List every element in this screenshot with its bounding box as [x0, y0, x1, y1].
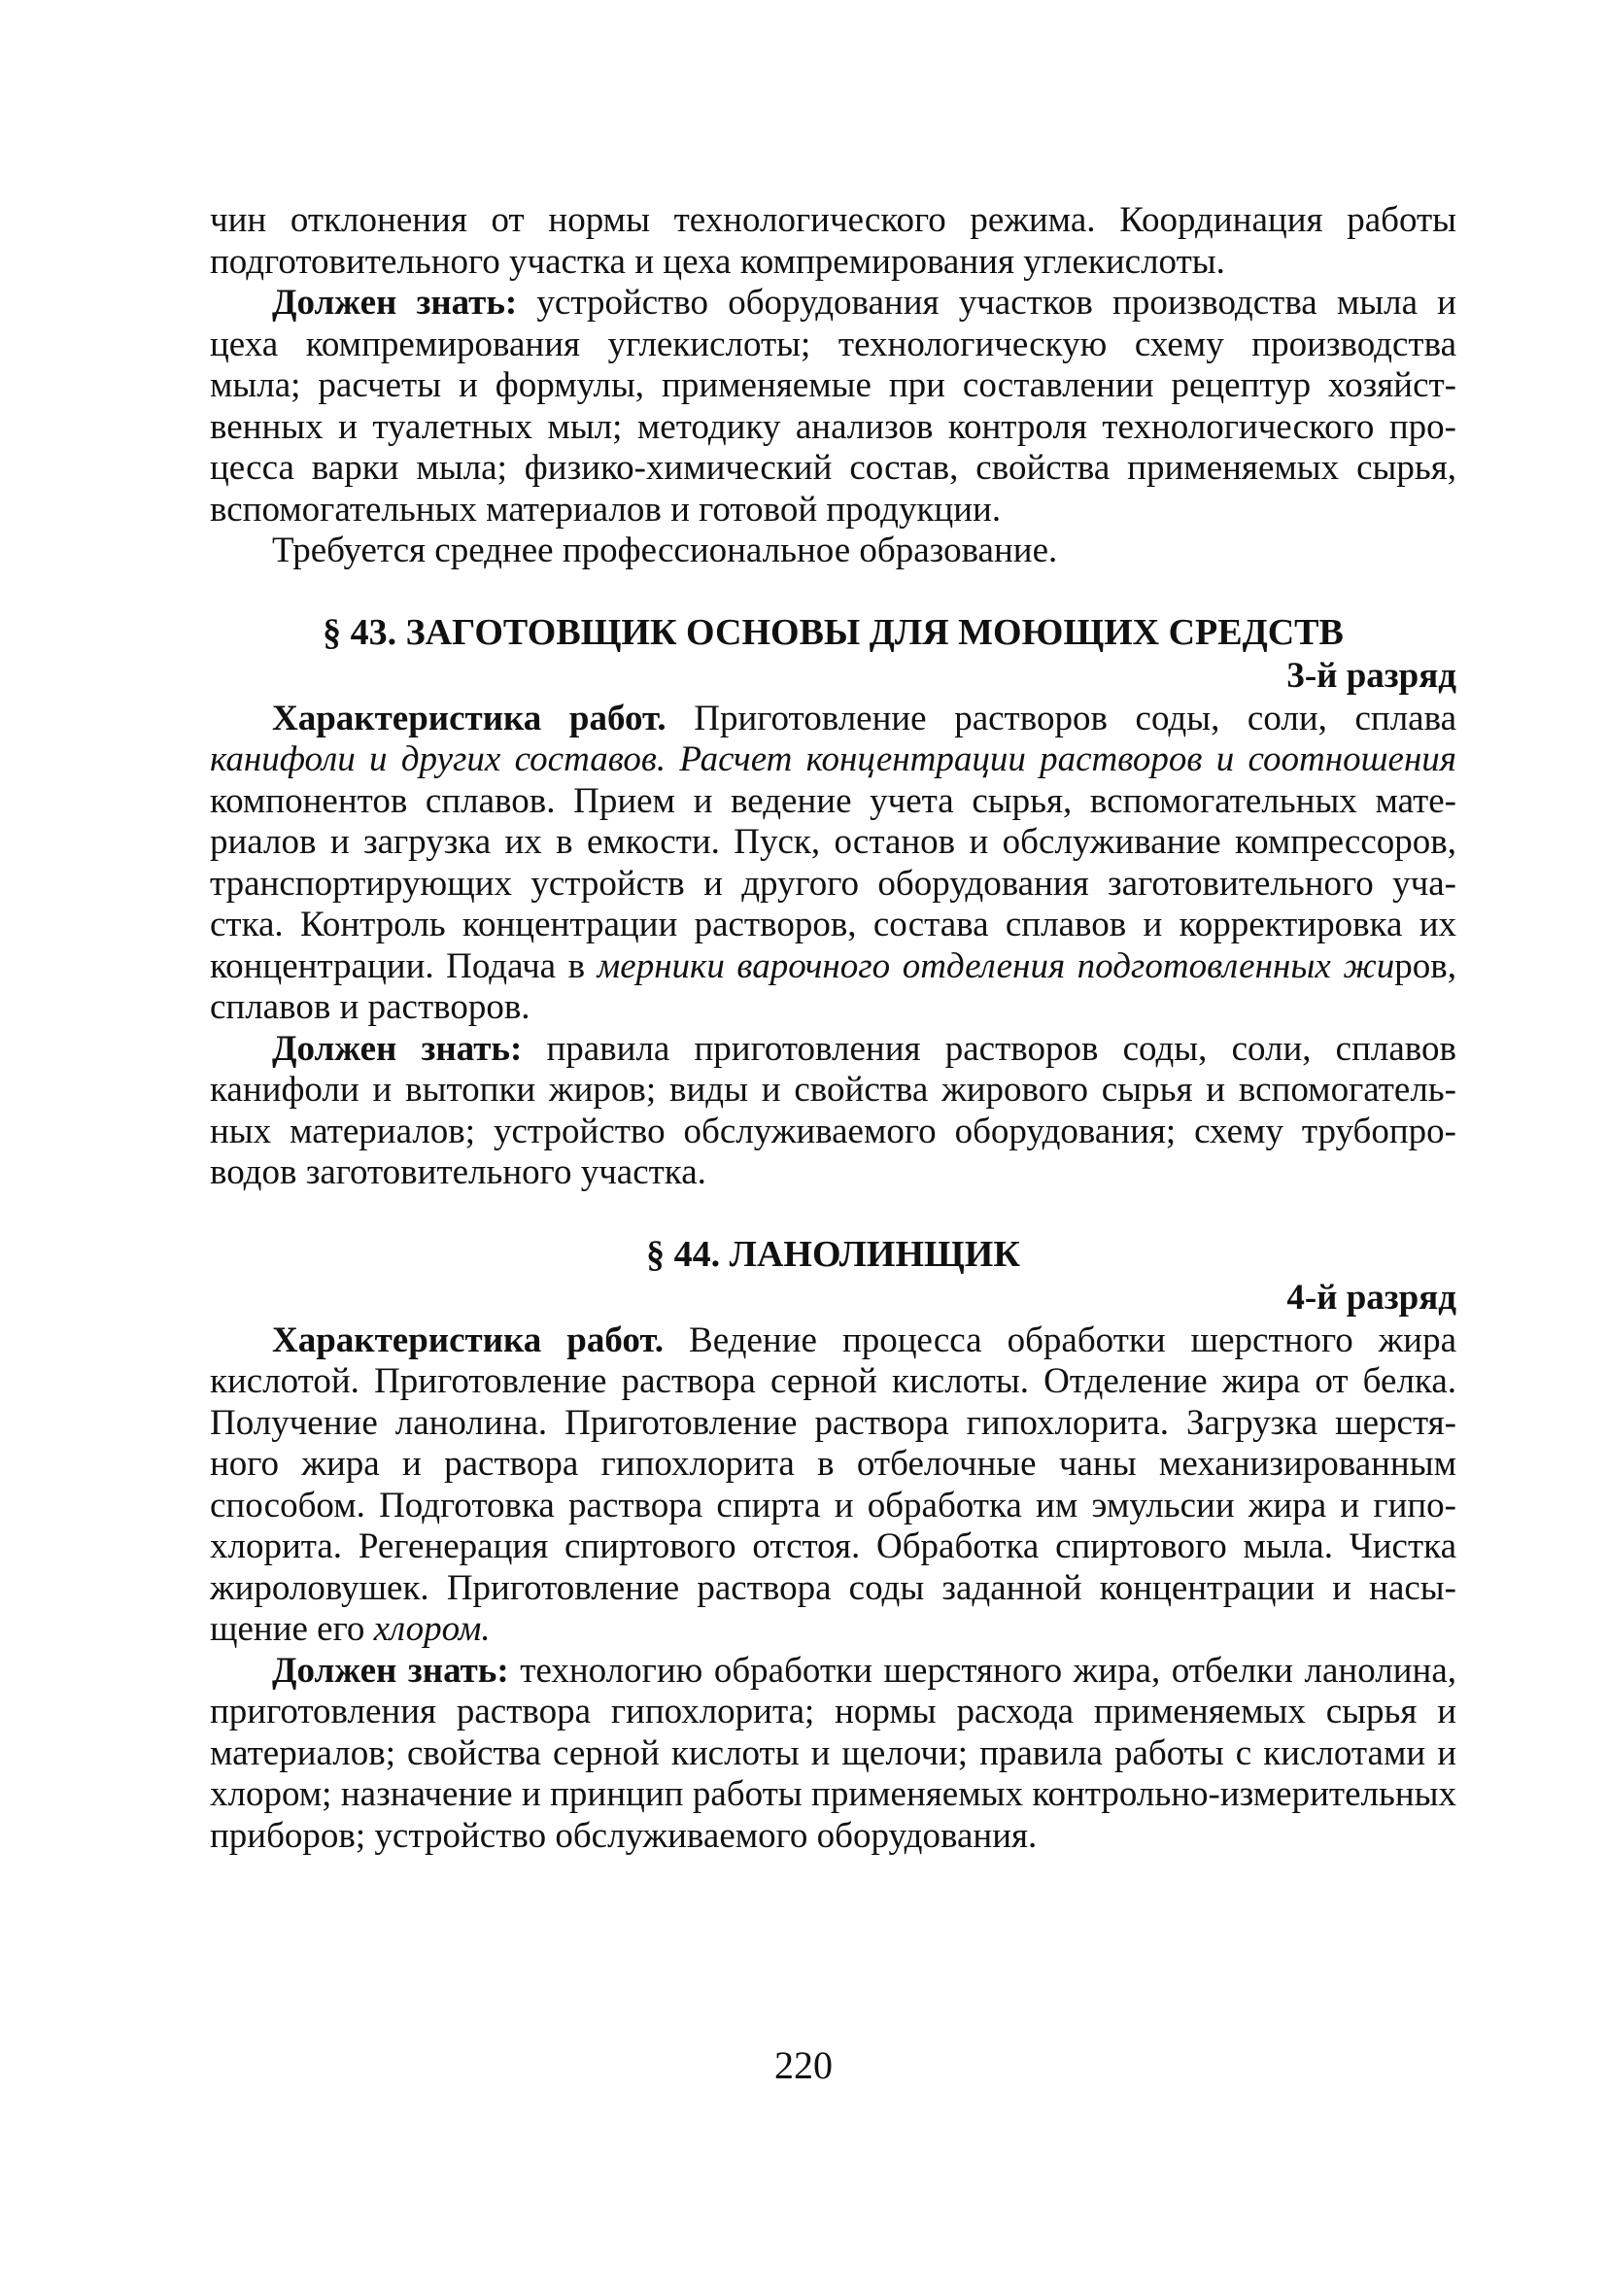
section-43-work-text-italic-2: мерники варочного отделения подготовленных жи — [597, 945, 1395, 986]
section-43-knowledge-paragraph — [210, 1029, 1456, 1194]
section-44-grade: 4-й разряд — [1286, 1277, 1456, 1318]
section-44-knowledge-paragraph — [210, 1651, 1456, 1858]
section-44-work-label: Характеристика работ. — [272, 1319, 665, 1360]
section-44-knowledge-label: Должен знать: — [272, 1650, 509, 1691]
section-43-work-text-c: ров, сплавов и растворов. — [210, 945, 1456, 1027]
section-44-work-text-italic: хлором. — [373, 1609, 491, 1649]
section-44-title: § 44. ЛАНОЛИНЩИК — [646, 1233, 1020, 1275]
intro-knowledge-text: устройство оборудования участков производства мыла и цеха компремирования углекислоты; технологическую схему производства мыла; расчеты и формулы, применяемые при составлении рецептур хозяйственных и туалетных мыл; методику анализов контроля технологического процесса варки мыла; физико-химический состав, свойства применяемых сырья, вспомогательных материалов и готовой продукции. — [210, 283, 1456, 530]
section-43-work-text-italic-1: канифоли и других составов. Расчет концентрации растворов и соотношения — [210, 739, 1456, 779]
section-43-grade: 3-й разряд — [1286, 655, 1456, 696]
intro-continuation — [210, 200, 1456, 283]
section-43-work-paragraph — [210, 699, 1456, 1029]
intro-knowledge-paragraph — [210, 283, 1456, 531]
section-43-title: § 43. ЗАГОТОВЩИК ОСНОВЫ ДЛЯ МОЮЩИХ СРЕДСТВ — [323, 611, 1344, 653]
section-43-work-text-b: компонентов сплавов. Прием и ведение учета сырья, вспомогательных материалов и загрузка их в емкости. Пуск, останов и обслуживание компрессоров, транспортирующих устройств и другого оборудования заготовительного участка. Контроль концентрации растворов, состава сплавов и корректировка их концентрации. Подача в — [210, 780, 1456, 986]
intro-knowledge-label: Должен знать: — [272, 283, 518, 323]
section-43-knowledge-text: правила приготовления растворов соды, соли, сплавов канифоли и вытопки жиров; виды и свойства жирового сырья и вспомогательных материалов; устройство обслуживаемого оборудования; схему трубопроводов заготовительного участка. — [210, 1028, 1456, 1192]
page-number: 220 — [774, 2043, 833, 2087]
intro-education — [210, 531, 1456, 572]
section-43-work-label: Характеристика работ. — [272, 698, 667, 738]
intro-continuation-text: чин отклонения от нормы технологического режима. Координация работы подготовительного участка и цеха компремирования углекислоты. — [210, 200, 1456, 282]
document-page — [210, 200, 1456, 1857]
section-43-knowledge-label: Должен знать: — [272, 1028, 523, 1069]
intro-education-text: Требуется среднее профессиональное образование. — [272, 531, 1058, 570]
section-44-work-text: Ведение процесса обработки шерстного жира кислотой. Приготовление раствора серной кислоты. Отделение жира от белка. Получение ланолина. Приготовление раствора гипохлорита. Загрузка шерстяного жира и раствора гипохлорита в отбелочные чаны механизированным способом. Подготовка раствора спирта и обработка им эмульсии жира и гипохлорита. Регенерация спиртового отстоя. Обработка спиртового мыла. Чистка жироловушек. Приготовление раствора соды заданной концентрации и насыщение его — [210, 1319, 1457, 1649]
section-44-work-paragraph — [210, 1320, 1456, 1651]
section-44-knowledge-text: технологию обработки шерстяного жира, отбелки ланолина, приготовления раствора гипохлорита; нормы расхода применяемых сырья и материалов; свойства серной кислоты и щелочи; правила работы с кислотами и хлором; назначение и принцип работы применяемых контрольно-измерительных приборов; устройство обслуживаемого оборудования. — [210, 1650, 1456, 1856]
section-43-work-text-a: Приготовление растворов соды, соли, сплава — [666, 698, 1456, 738]
